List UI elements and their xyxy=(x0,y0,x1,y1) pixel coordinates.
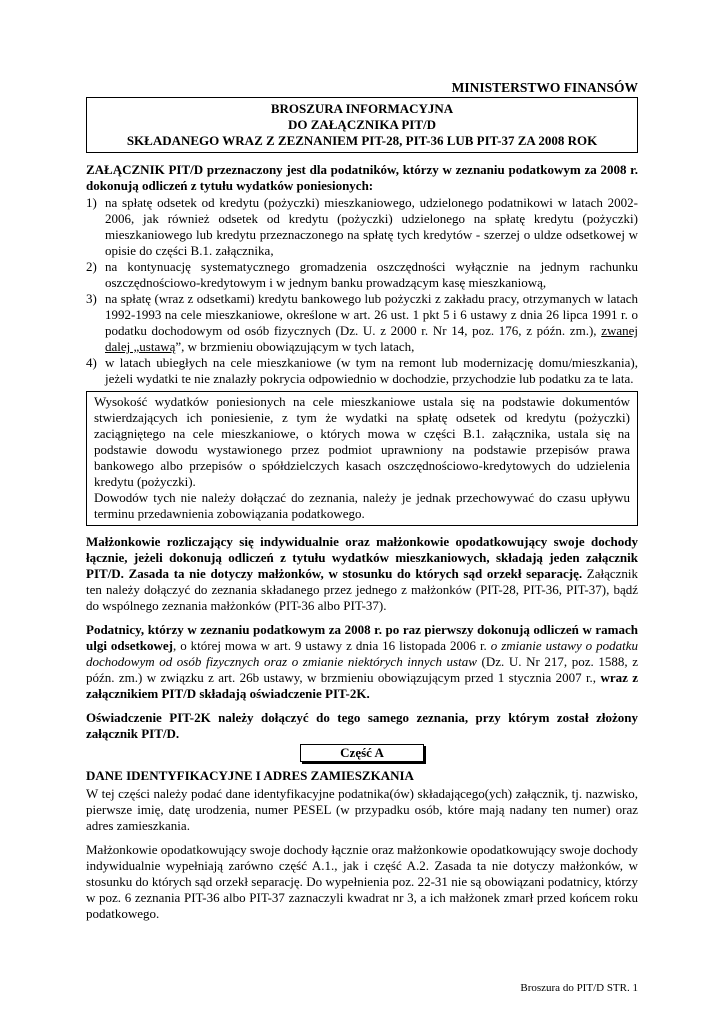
first-time-paragraph xyxy=(86,622,638,702)
first-time-bold-text: Podatnicy, którzy w zeznaniu podatkowym za 2008 r. po raz pierwszy dokonują odliczeń w ramach ulgi odsetkowej xyxy=(86,622,638,653)
spouses-bold-text: Małżonkowie rozliczający się indywidualnie oraz małżonkowie opodatkowujący swoje dochody łącznie, jeżeli dokonują odliczeń z tytułu wydatków mieszkaniowych, składają jeden załącznik PIT/D. Zasada ta nie dotyczy małżonków, w stosunku do których sąd orzekł separację. xyxy=(86,534,638,581)
list-item-number: 2) xyxy=(86,259,97,274)
defined-term: zwanej dalej „ustawą xyxy=(105,323,638,354)
intro-paragraph: ZAŁĄCZNIK PIT/D przeznaczony jest dla podatników, którzy w zeznaniu podatkowym za 2008 r. dokonują odliczeń z tytułu wydatków poniesionych: xyxy=(86,162,638,193)
notice-paragraph-2: Dowodów tych nie należy dołączać do zeznania, należy je jednak przechowywać do czasu upływu terminu przedawnienia zobowiązania podatkowego. xyxy=(94,490,630,521)
first-time-bold-text-2: wraz z załącznikiem PIT/D składają oświadczenie PIT-2K. xyxy=(86,670,638,701)
notice-box xyxy=(86,391,638,526)
part-a-paragraph-2: Małżonkowie opodatkowujący swoje dochody łącznie oraz małżonkowie opodatkowujący swoje dochody indywidualnie wypełniają zarówno część A.1., jak i część A.2. Zasada ta nie dotyczy małżonków, w stosunku do których sąd orzekł separację. Do wypełnienia poz. 22-31 nie są obowiązani podatnicy, którzy w poz. 6 zeznania PIT-36 albo PIT-37 zaznaczyli kwadrat nr 3, a ich małżonek zmarł przed końcem roku podatkowego. xyxy=(86,842,638,921)
act-title: o zmianie ustawy o podatku dochodowym od osób fizycznych oraz o zmianie niektórych innych ustaw xyxy=(86,638,638,669)
part-a-label: Część A xyxy=(300,744,424,762)
list-item-text: w latach ubiegłych na cele mieszkaniowe (w tym na remont lub modernizację domu/mieszkania), jeżeli wydatki te nie znalazły pokrycia odpowiednio w dochodzie, przychodzie lub podatku za te lata. xyxy=(105,355,638,386)
document-page xyxy=(86,80,638,922)
title-line-1: BROSZURA INFORMACYJNA xyxy=(270,101,454,116)
expense-list xyxy=(86,195,638,387)
part-a-paragraph-1: W tej części należy podać dane identyfikacyjne podatnika(ów) składającego(ych) załącznik, tj. nazwisko, pierwsze imię, datę urodzenia, numer PESEL (w przypadku osób, które mają nadany ten numer) oraz adres zamieszkania. xyxy=(86,786,638,833)
list-item-text: na spłatę (wraz z odsetkami) kredytu bankowego lub pożyczki z zakładu pracy, otrzymanych w latach 1992-1993 na cele mieszkaniowe, określone w art. 26 ust. 1 pkt 5 i 6 ustawy z dnia 26 lipca 1991 r. o podatku dochodowym od osób fizycznych (Dz. U. z 2000 r. Nr 14, poz. 176, z późn. zm.), xyxy=(105,291,638,338)
spouses-text: Załącznik ten należy dołączyć do zeznania składanego przez jednego z małżonków (PIT-28, PIT-36, PIT-37), bądź do wspólnego zeznania małżonków (PIT-36 albo PIT-37). xyxy=(86,566,638,613)
list-item xyxy=(86,355,638,387)
title-line-3: SKŁADANEGO WRAZ Z ZEZNANIEM PIT-28, PIT-36 LUB PIT-37 ZA 2008 ROK xyxy=(126,133,598,148)
first-time-text-2: (Dz. U. Nr 217, poz. 1588, z późn. zm.) w związku z art. 26b ustawy, w brzmieniu obowiązującym przed 1 stycznia 2007 r., xyxy=(86,654,638,685)
list-item-text-end: ”, w brzmieniu obowiązującym w tych latach, xyxy=(175,339,415,354)
title-box xyxy=(86,97,638,153)
list-item xyxy=(86,259,638,291)
list-item-number: 4) xyxy=(86,355,97,370)
title-line-2: DO ZAŁĄCZNIKA PIT/D xyxy=(287,117,437,132)
list-item xyxy=(86,291,638,355)
list-item xyxy=(86,195,638,259)
list-item-text: na spłatę odsetek od kredytu (pożyczki) mieszkaniowego, udzielonego podatnikowi w latach 2002-2006, jak również odsetek od kredytu (pożyczki) udzielonego na spłatę kredytu (pożyczki) mieszkaniowego lub kredytu przeznaczonego na spłatę tych kredytów - szerzej o uldze odsetkowej w opisie do części B.1. załącznika, xyxy=(105,195,638,258)
list-item-text: na kontynuację systematycznego gromadzenia oszczędności wyłącznie na jednym rachunku oszczędnościowo-kredytowym i w jednym banku prowadzącym kasę mieszkaniową, xyxy=(105,259,638,290)
list-item-number: 1) xyxy=(86,195,97,210)
notice-paragraph-1: Wysokość wydatków poniesionych na cele mieszkaniowe ustala się na podstawie dokumentów stwierdzających ich poniesienie, z tym że wydatki na spłatę odsetek od kredytu (pożyczki) zaciągniętego na cele mieszkaniowe, o których mowa w części B.1. załącznika, ustala się na podstawie dowodu wystawionego przez podmiot uprawniony na podstawie przepisów prawa bankowego albo przepisów o spółdzielczych kasach oszczędnościowo-kredytowych do udzielenia kredytu (pożyczki). xyxy=(94,394,630,489)
first-time-text: , o której mowa w art. 9 ustawy z dnia 16 listopada 2006 r. xyxy=(173,638,491,653)
pit2k-paragraph: Oświadczenie PIT-2K należy dołączyć do tego samego zeznania, przy którym został złożony załącznik PIT/D. xyxy=(86,710,638,741)
part-a-heading: DANE IDENTYFIKACYJNE I ADRES ZAMIESZKANIA xyxy=(86,768,414,783)
list-item-number: 3) xyxy=(86,291,97,306)
ministry-name: MINISTERSTWO FINANSÓW xyxy=(451,80,638,95)
page-footer: Broszura do PIT/D STR. 1 xyxy=(520,982,638,994)
spouses-paragraph xyxy=(86,534,638,614)
